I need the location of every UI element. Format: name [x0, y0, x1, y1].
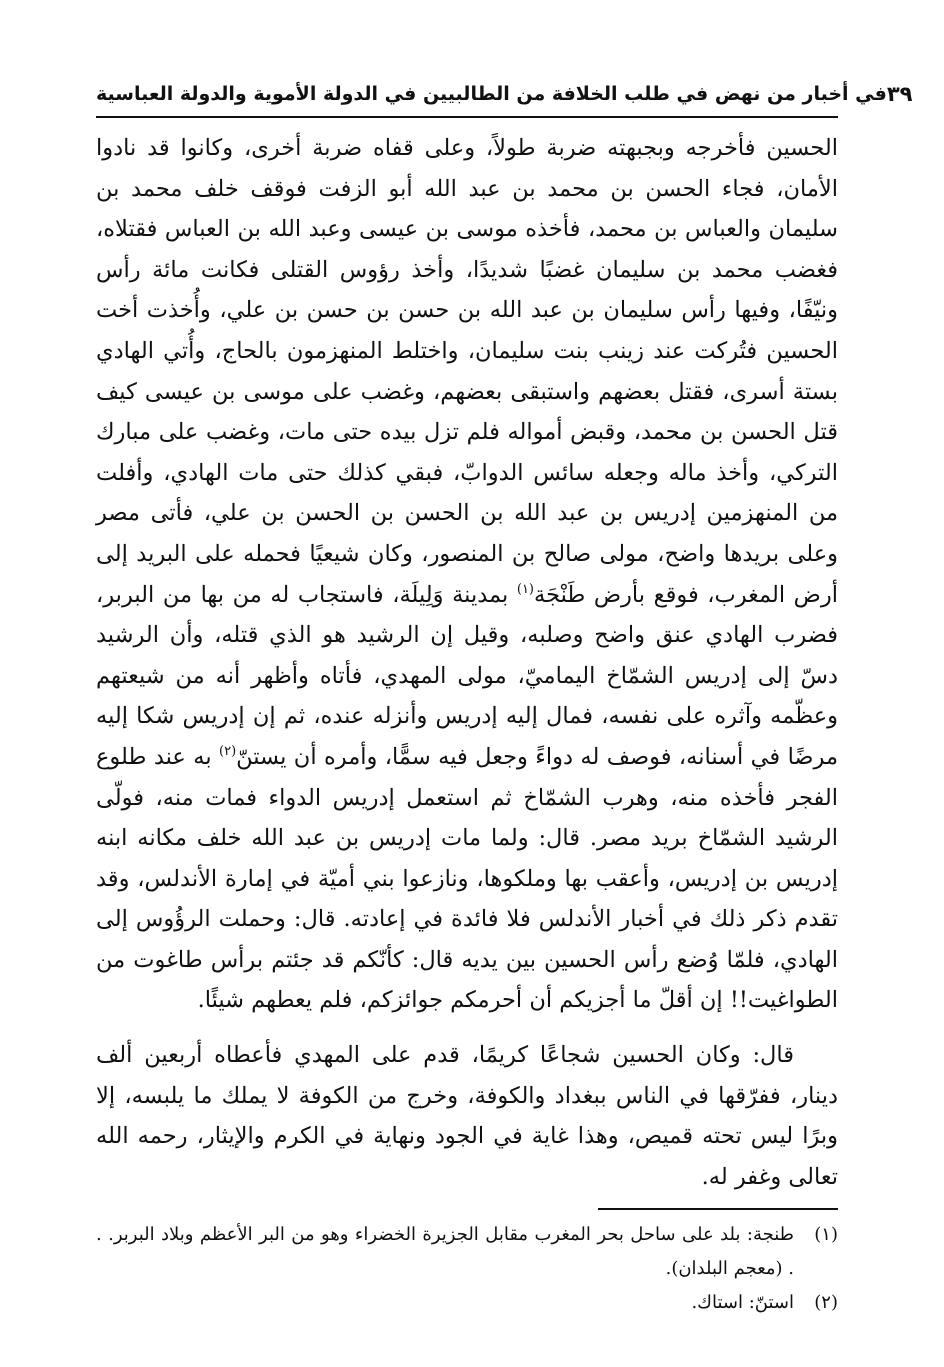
header-title: في أخبار من نهض في طلب الخلافة من الطالبيين في الدولة الأموية والدولة العباسية — [96, 83, 887, 105]
footnote-2-text: استنّ: استاك. — [691, 1292, 794, 1313]
page-number: ٣٩ — [886, 82, 913, 106]
paragraph-1-part-1: الحسين فأخرجه وبجبهته ضربة طولاً، وعلى قفاه ضربة أخرى، وكانوا قد نادوا الأمان، فجاء الحسن بن محمد بن عبد الله أبو الزفت فوقف خلف محمد بن سليمان والعباس بن محمد، فأخذه موسى بن عيسى وعبد الله بن العباس فقتلاه، فغضب محمد بن سليمان غضبًا شديدًا، وأخذ رؤوس القتلى فكانت مائة رأس ونيّفًا، وفيها رأس سليمان بن عبد الله بن حسن بن حسن بن علي، وأُخذت أخت الحسين فتُركت عند زينب بنت سليمان، واختلط المنهزمون بالحاج، وأُتي الهادي بستة أسرى، فقتل بعضهم واستبقى بعضهم، وغضب على موسى بن عيسى كيف قتل الحسن بن محمد، وقبض أمواله فلم تزل بيده حتى مات، وغضب على مبارك التركي، وأخذ ماله وجعله سائس الدوابّ، فبقي كذلك حتى مات الهادي، وأفلت من المنهزمين إدريس بن عبد الله بن الحسن بن الحسن بن علي، فأتى مصر وعلى بريدها واضح، مولى صالح بن المنصور، وكان شيعيًا فحمله على البريد إلى أرض المغرب، فوقع بأرض طَنْجَة — [96, 135, 838, 608]
footnote-ref-2: (٢) — [219, 743, 237, 759]
footnote-2-number: (٢) — [814, 1292, 838, 1313]
header-divider — [96, 116, 838, 118]
footnote-ref-1: (١) — [516, 581, 534, 597]
footnote-1-number: (١) — [814, 1224, 838, 1245]
footnote-divider — [598, 1208, 838, 1210]
paragraph-1-part-3: به عند طلوع الفجر فأخذه منه، وهرب الشمّاخ ثم استعمل إدريس الدواء فمات منه، فولّى الرشيد الشمّاخ بريد مصر. قال: ولما مات إدريس بن عبد الله خلف مكانه ابنه إدريس بن إدريس، وأعقب بها وملكوها، ونازعوا بني أميّة في إمارة الأندلس، وقد تقدم ذكر ذلك في أخبار الأندلس فلا فائدة في إعادته. قال: وحملت الرؤُوس إلى الهادي، فلمّا وُضع رأس الحسين بين يديه قال: كأنّكم قد جئتم برأس طاغوت من الطواغيت!! إن أقلّ ما أجزيكم أن أحرمكم جوائزكم، فلم يعطهم شيئًا. — [96, 743, 838, 1014]
main-text — [96, 128, 838, 1197]
paragraph-2: قال: وكان الحسين شجاعًا كريمًا، قدم على المهدي فأعطاه أربعين ألف دينار، ففرّقها في الناس ببغداد والكوفة، وخرج من الكوفة لا يملك ما يلبسه، إلا وبرًا ليس تحته قميص، وهذا غاية في الجود ونهاية في الكرم والإيثار، رحمه الله تعالى وغفر له. — [96, 1042, 838, 1190]
running-header — [96, 74, 913, 114]
footnote-1-text: طنجة: بلد على ساحل بحر المغرب مقابل الجزيرة الخضراء وهو من البر الأعظم وبلاد البربر. . . (معجم البلدان). — [96, 1224, 794, 1279]
paragraph-1-part-2: بمدينة وَلِيلَة، فاستجاب له من بها من البربر، فضرب الهادي عنق واضح وصلبه، وقيل إن الرشيد هو الذي قتله، وأن الرشيد دسّ إلى إدريس الشمّاخ اليماميّ، مولى المهدي، فأتاه وأظهر أنه من شيعتهم وعظّمه وآثره على نفسه، فمال إليه إدريس وأنزله عنده، ثم إن إدريس شكا إليه مرضًا في أسنانه، فوصف له دواءً وجعل فيه سمًّا، وأمره أن يستنّ — [96, 581, 838, 770]
paragraph-1 — [96, 128, 838, 1021]
footnote-1 — [96, 1218, 838, 1286]
footnotes — [96, 1218, 838, 1320]
footnote-2 — [96, 1286, 838, 1320]
